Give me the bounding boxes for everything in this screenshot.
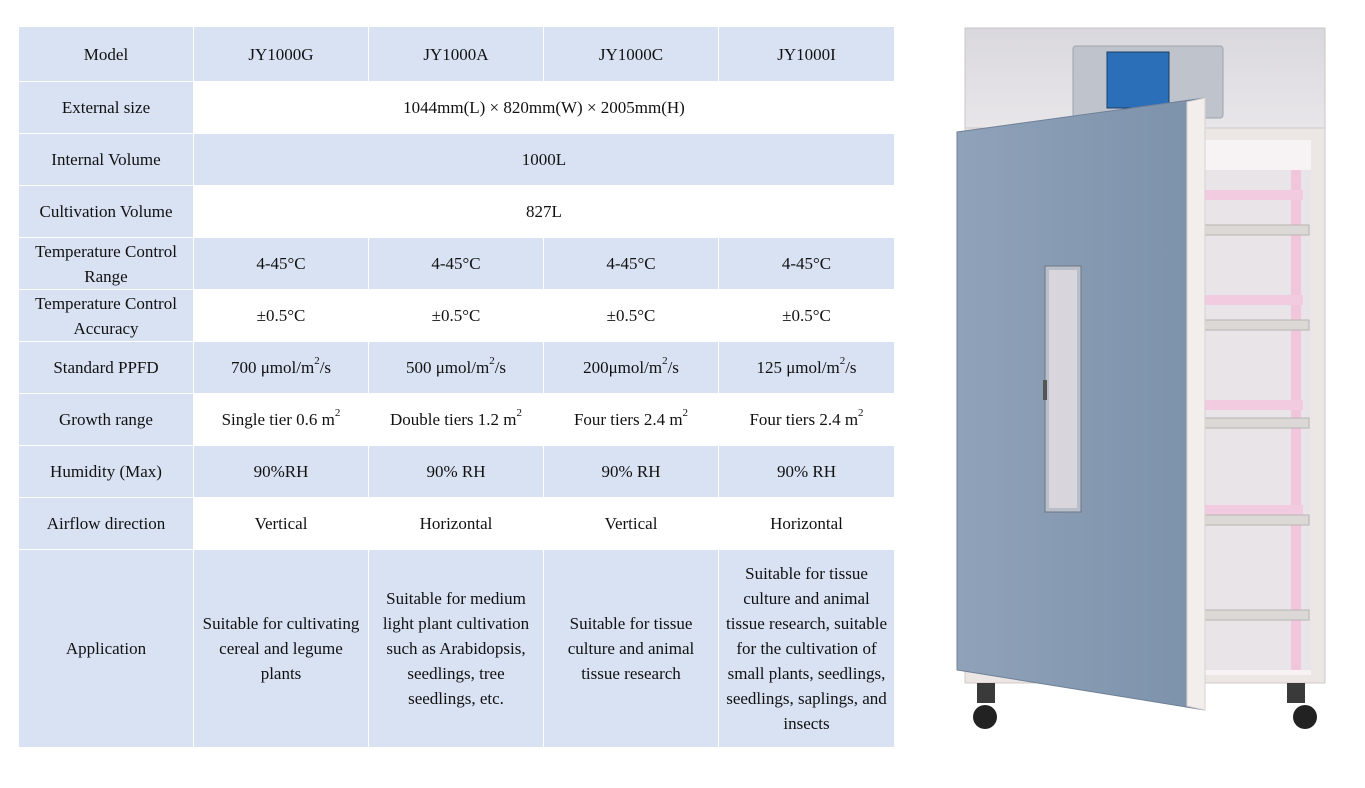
row-temperature-range [19, 238, 895, 290]
humidity-value: 90% RH [544, 446, 719, 498]
external-size-value: 1044mm(L) × 820mm(W) × 2005mm(H) [194, 82, 895, 134]
cultivation-volume-value: 827L [194, 186, 895, 238]
label-internal-volume: Internal Volume [19, 134, 194, 186]
label-line: Temperature Control [35, 241, 177, 261]
model-name: JY1000I [719, 27, 895, 82]
airflow-value: Horizontal [369, 498, 544, 550]
ppfd-value: 500 μmol/$m^2/s$ [369, 342, 544, 394]
model-name: JY1000G [194, 27, 369, 82]
row-ppfd [19, 342, 895, 394]
application-value: Suitable for tissue culture and animal tissue research [544, 550, 719, 748]
row-cultivation-volume [19, 186, 895, 238]
row-external-size [19, 82, 895, 134]
label-humidity: Humidity (Max) [19, 446, 194, 498]
ppfd-value: 125 μmol/$m^2/s$ [719, 342, 895, 394]
label-cultivation-volume: Cultivation Volume [19, 186, 194, 238]
temperature-range-value: 4-45°C [719, 238, 895, 290]
row-growth-range [19, 394, 895, 446]
spec-table [18, 26, 895, 748]
label-temperature-accuracy [19, 290, 194, 342]
airflow-value: Vertical [544, 498, 719, 550]
airflow-value: Vertical [194, 498, 369, 550]
label-line: Temperature Control [35, 293, 177, 313]
label-external-size: External size [19, 82, 194, 134]
internal-volume-value: 1000L [194, 134, 895, 186]
row-temperature-accuracy [19, 290, 895, 342]
growth-range-value: Single tier 0.6 $m^2$ [194, 394, 369, 446]
growth-range-value: Four tiers 2.4 $m^2$ [719, 394, 895, 446]
temperature-range-value: 4-45°C [194, 238, 369, 290]
airflow-value: Horizontal [719, 498, 895, 550]
ppfd-value: $200\mu mol/m^2/s$ [544, 342, 719, 394]
temperature-range-value: 4-45°C [369, 238, 544, 290]
label-line: Range [84, 266, 128, 286]
temperature-accuracy-value: ±0.5°C [369, 290, 544, 342]
row-internal-volume [19, 134, 895, 186]
label-application: Application [19, 550, 194, 748]
growth-range-value: Double tiers 1.2 $m^2$ [369, 394, 544, 446]
label-airflow: Airflow direction [19, 498, 194, 550]
temperature-accuracy-value: ±0.5°C [194, 290, 369, 342]
temperature-accuracy-value: ±0.5°C [719, 290, 895, 342]
model-name: JY1000C [544, 27, 719, 82]
row-model [19, 27, 895, 82]
growth-chamber-cabinet-icon [935, 20, 1335, 740]
model-name: JY1000A [369, 27, 544, 82]
label-model: Model [19, 27, 194, 82]
growth-chamber-image [935, 20, 1335, 740]
label-growth-range: Growth range [19, 394, 194, 446]
humidity-value: 90% RH [369, 446, 544, 498]
row-application [19, 550, 895, 748]
growth-range-value: Four tiers 2.4 $m^2$ [544, 394, 719, 446]
ppfd-value: 700 μmol/$m^2/s$ [194, 342, 369, 394]
label-line: Accuracy [73, 318, 139, 338]
humidity-value: 90% RH [719, 446, 895, 498]
label-ppfd: Standard PPFD [19, 342, 194, 394]
application-value: Suitable for tissue culture and animal tissue research, suitable for the cultivation of small plants, seedlings, seedlings, saplings, and insects [719, 550, 895, 748]
humidity-value: 90%RH [194, 446, 369, 498]
row-airflow [19, 498, 895, 550]
application-value: Suitable for medium light plant cultivation such as Arabidopsis, seedlings, tree seedlings, etc. [369, 550, 544, 748]
temperature-range-value: 4-45°C [544, 238, 719, 290]
label-temperature-range [19, 238, 194, 290]
temperature-accuracy-value: ±0.5°C [544, 290, 719, 342]
application-value: Suitable for cultivating cereal and legume plants [194, 550, 369, 748]
row-humidity [19, 446, 895, 498]
